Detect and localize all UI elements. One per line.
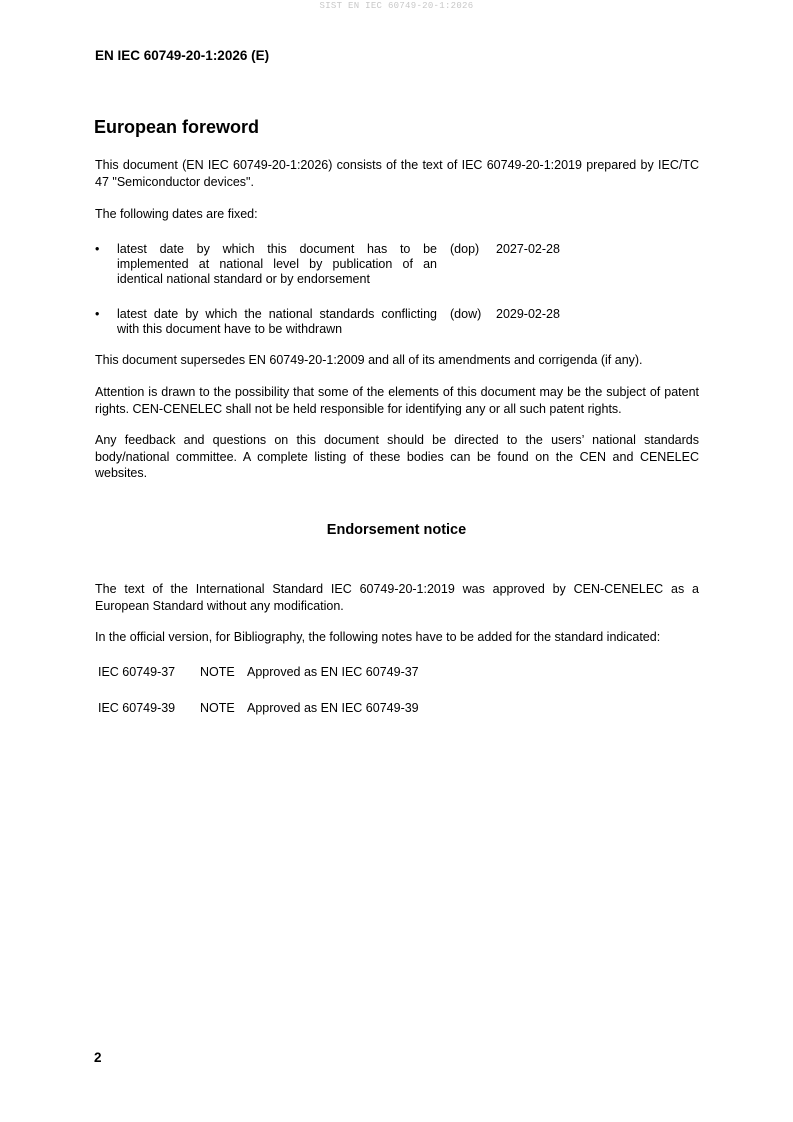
date-item-line: latest date by which this document has to be <box>117 242 437 256</box>
page-number: 2 <box>94 1050 102 1065</box>
note-label: NOTE <box>200 665 235 679</box>
bullet-marker: • <box>95 242 100 256</box>
foreword-intro-paragraph: This document (EN IEC 60749-20-1:2026) consists of the text of IEC 60749-20-1:2019 prepared by IEC/TC 47 "Semiconductor devices". <box>95 158 699 189</box>
feedback-paragraph: Any feedback and questions on this document should be directed to the users’ national standards body/national committee. A complete listing of these bodies can be found on the CEN and CENELEC websites. <box>95 433 699 480</box>
date-item-code: (dop) <box>450 242 480 256</box>
date-item-code: (dow) <box>450 307 482 321</box>
supersedes-paragraph: This document supersedes EN 60749-20-1:2009 and all of its amendments and corrigenda (if any). <box>95 353 643 367</box>
date-item-date: 2027-02-28 <box>496 242 560 256</box>
section-title-european-foreword: European foreword <box>94 117 260 137</box>
date-item-line: implemented at national level by publication of an <box>117 257 437 271</box>
dates-intro-paragraph: The following dates are fixed: <box>95 207 258 221</box>
bibliography-note-row <box>98 701 498 717</box>
date-item-line: latest date by which the national standards conflicting <box>117 307 437 321</box>
date-item-line: with this document have to be withdrawn <box>117 322 343 336</box>
patent-paragraph: Attention is drawn to the possibility that some of the elements of this document may be the subject of patent rights. CEN-CENELEC shall not be held responsible for identifying any or all such patent rights. <box>95 385 699 416</box>
section-title-endorsement-notice: Endorsement notice <box>326 522 467 538</box>
bullet-marker: • <box>95 307 100 321</box>
date-item-date: 2029-02-28 <box>496 307 560 321</box>
endorsement-text-paragraph: The text of the International Standard IEC 60749-20-1:2019 was approved by CEN-CENELEC as a European Standard without any modification. <box>95 582 699 613</box>
date-item-line: identical national standard or by endorsement <box>117 272 370 286</box>
watermark: SIST EN IEC 60749-20-1:2026 <box>319 1 474 11</box>
note-text: Approved as EN IEC 60749-37 <box>247 665 419 679</box>
note-reference: IEC 60749-37 <box>98 665 176 679</box>
bibliography-note-row <box>98 665 498 681</box>
date-item-description <box>117 242 437 287</box>
document-id-header: EN IEC 60749-20-1:2026 (E) <box>95 48 270 63</box>
date-item-description <box>117 307 437 337</box>
bibliography-intro-paragraph: In the official version, for Bibliography, the following notes have to be added for the standard indicated: <box>95 630 661 644</box>
note-reference: IEC 60749-39 <box>98 701 176 715</box>
note-text: Approved as EN IEC 60749-39 <box>247 701 419 715</box>
note-label: NOTE <box>200 701 235 715</box>
